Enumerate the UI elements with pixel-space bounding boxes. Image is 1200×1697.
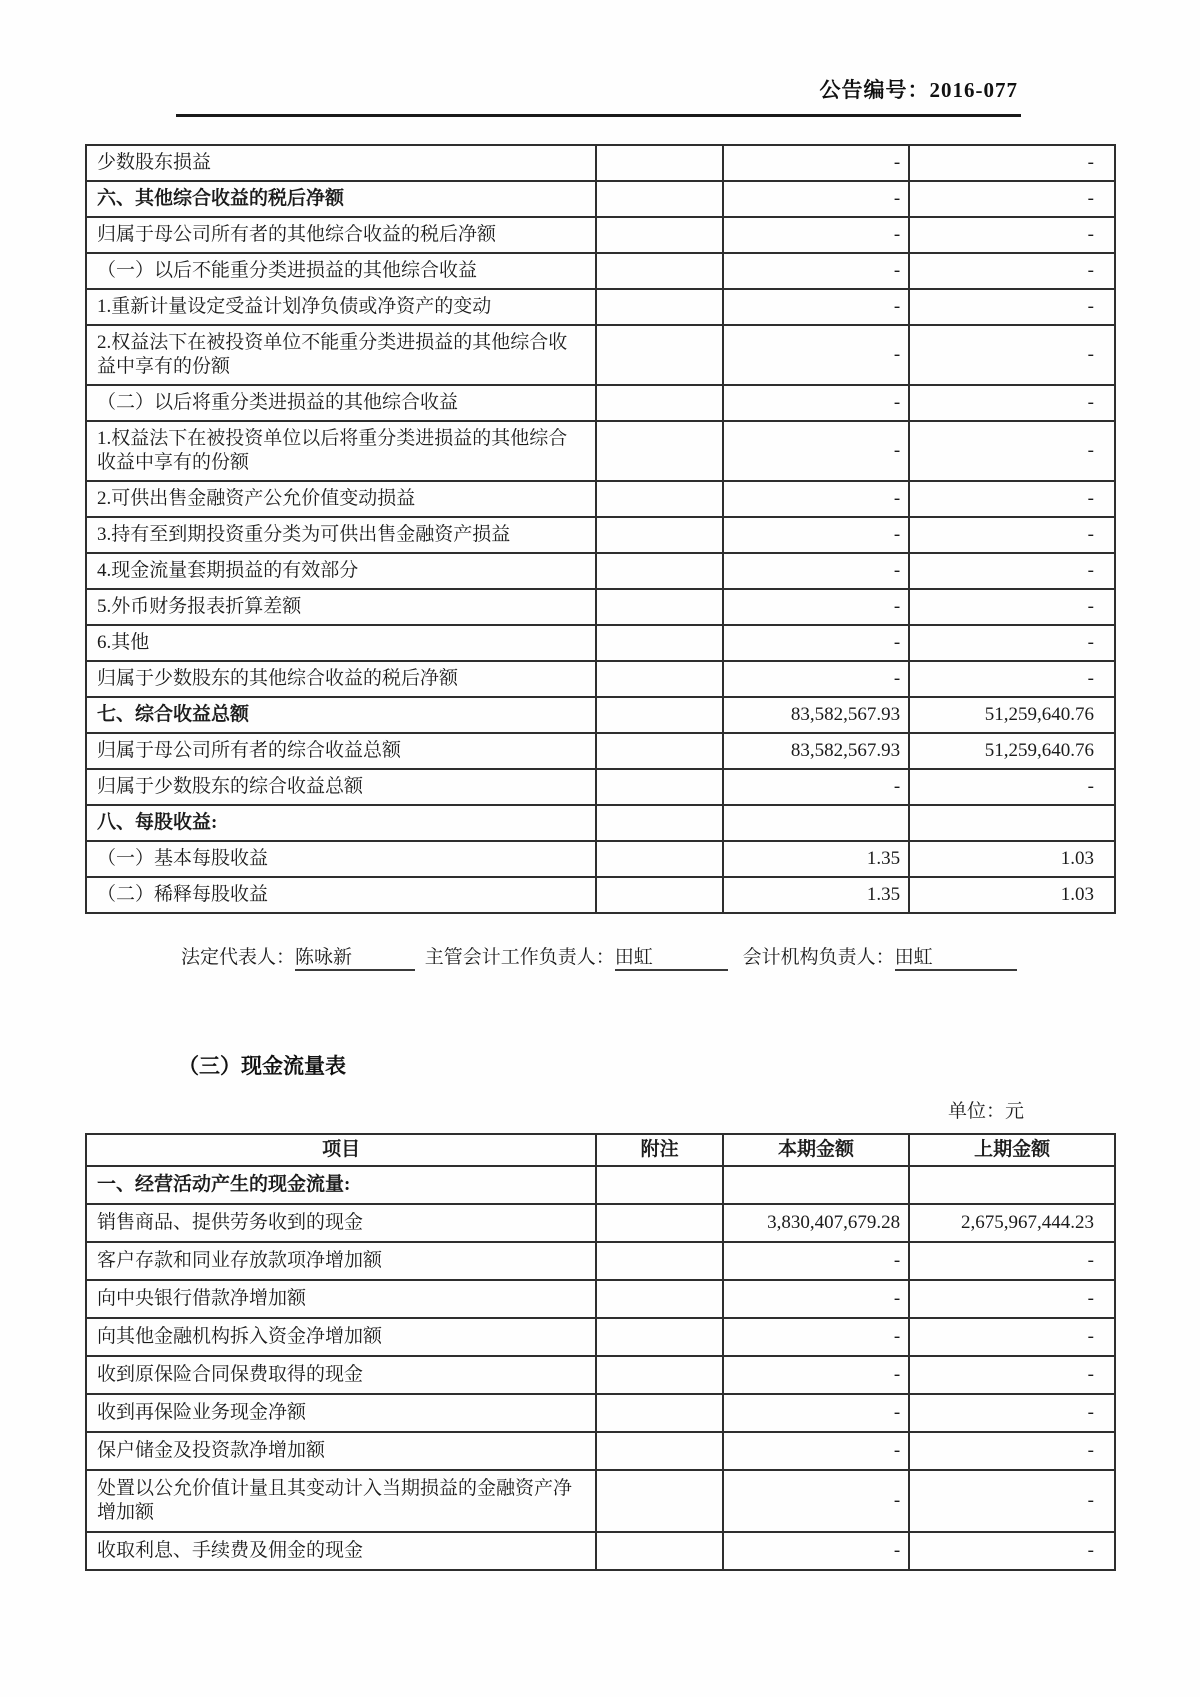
table-row: [86, 553, 1115, 589]
row-label-cell: 2.权益法下在被投资单位不能重分类进损益的其他综合收益中享有的份额: [86, 325, 596, 385]
prior-amount-cell: -: [909, 1242, 1115, 1280]
table-row: [86, 1242, 1115, 1280]
row-label-cell: 向中央银行借款净增加额: [86, 1280, 596, 1318]
row-label-cell: 少数股东损益: [86, 145, 596, 181]
table-row: [86, 1432, 1115, 1470]
prior-amount-cell: -: [909, 1394, 1115, 1432]
table-row: [86, 1280, 1115, 1318]
current-amount-cell: -: [723, 1470, 909, 1532]
row-label-cell: 5.外币财务报表折算差额: [86, 589, 596, 625]
prior-amount-cell: -: [909, 1280, 1115, 1318]
note-cell: [596, 253, 723, 289]
prior-amount-cell: -: [909, 1532, 1115, 1570]
row-label-cell: 6.其他: [86, 625, 596, 661]
note-cell: [596, 661, 723, 697]
accounting-dept-head-name: 田虹: [895, 947, 1017, 971]
table-row: [86, 877, 1115, 913]
note-cell: [596, 1166, 723, 1204]
current-amount-cell: [723, 1166, 909, 1204]
table-row: [86, 289, 1115, 325]
cashflow-table: [85, 1133, 1116, 1571]
table-row: [86, 697, 1115, 733]
note-cell: [596, 1532, 723, 1570]
table-row: [86, 1532, 1115, 1570]
note-cell: [596, 733, 723, 769]
current-amount-cell: -: [723, 1394, 909, 1432]
row-label-cell: 4.现金流量套期损益的有效部分: [86, 553, 596, 589]
current-amount-cell: -: [723, 625, 909, 661]
current-amount-cell: -: [723, 1356, 909, 1394]
row-label-cell: 销售商品、提供劳务收到的现金: [86, 1204, 596, 1242]
note-cell: [596, 769, 723, 805]
column-header-item: 项目: [86, 1134, 596, 1166]
row-label-cell: 归属于母公司所有者的其他综合收益的税后净额: [86, 217, 596, 253]
prior-amount-cell: 1.03: [909, 841, 1115, 877]
legal-representative: [181, 946, 415, 971]
current-amount-cell: -: [723, 325, 909, 385]
table-row: [86, 181, 1115, 217]
prior-amount-cell: -: [909, 625, 1115, 661]
signature-line: [181, 946, 1017, 971]
cashflow-table-header: [86, 1134, 1115, 1166]
table-row: [86, 625, 1115, 661]
prior-amount-cell: -: [909, 385, 1115, 421]
row-label-cell: 3.持有至到期投资重分类为可供出售金融资产损益: [86, 517, 596, 553]
note-cell: [596, 145, 723, 181]
header-row: [86, 1134, 1115, 1166]
current-amount-cell: -: [723, 289, 909, 325]
note-cell: [596, 1432, 723, 1470]
prior-amount-cell: -: [909, 1432, 1115, 1470]
prior-amount-cell: 51,259,640.76: [909, 733, 1115, 769]
prior-amount-cell: -: [909, 769, 1115, 805]
current-amount-cell: -: [723, 385, 909, 421]
table-row: [86, 385, 1115, 421]
table-row: [86, 1356, 1115, 1394]
row-label-cell: 处置以公允价值计量且其变动计入当期损益的金融资产净增加额: [86, 1470, 596, 1532]
current-amount-cell: -: [723, 1532, 909, 1570]
current-amount-cell: 3,830,407,679.28: [723, 1204, 909, 1242]
prior-amount-cell: -: [909, 481, 1115, 517]
note-cell: [596, 1318, 723, 1356]
current-amount-cell: -: [723, 481, 909, 517]
prior-amount-cell: -: [909, 553, 1115, 589]
table-row: [86, 145, 1115, 181]
current-amount-cell: -: [723, 1242, 909, 1280]
table-row: [86, 517, 1115, 553]
prior-amount-cell: -: [909, 1356, 1115, 1394]
unit-label: 单位：元: [948, 1101, 1025, 1122]
row-label-cell: 收到原保险合同保费取得的现金: [86, 1356, 596, 1394]
note-cell: [596, 841, 723, 877]
current-amount-cell: 83,582,567.93: [723, 733, 909, 769]
table-row: [86, 841, 1115, 877]
current-amount-cell: 83,582,567.93: [723, 697, 909, 733]
table-row: [86, 1318, 1115, 1356]
prior-amount-cell: [909, 805, 1115, 841]
current-amount-cell: -: [723, 661, 909, 697]
row-label-cell: （一）以后不能重分类进损益的其他综合收益: [86, 253, 596, 289]
current-amount-cell: -: [723, 217, 909, 253]
table-row: [86, 325, 1115, 385]
prior-amount-cell: [909, 1166, 1115, 1204]
table-row: [86, 1166, 1115, 1204]
row-label-cell: 一、经营活动产生的现金流量:: [86, 1166, 596, 1204]
accounting-head-name: 田虹: [615, 947, 728, 971]
income-statement-body: [86, 145, 1115, 913]
note-cell: [596, 325, 723, 385]
row-label-cell: 向其他金融机构拆入资金净增加额: [86, 1318, 596, 1356]
current-amount-cell: [723, 805, 909, 841]
current-amount-cell: -: [723, 253, 909, 289]
column-header-note: 附注: [596, 1134, 723, 1166]
current-amount-cell: 1.35: [723, 877, 909, 913]
table-row: [86, 421, 1115, 481]
table-row: [86, 217, 1115, 253]
prior-amount-cell: -: [909, 289, 1115, 325]
note-cell: [596, 805, 723, 841]
table-row: [86, 1204, 1115, 1242]
row-label-cell: 客户存款和同业存放款项净增加额: [86, 1242, 596, 1280]
row-label-cell: 八、每股收益:: [86, 805, 596, 841]
note-cell: [596, 181, 723, 217]
header-rule: [176, 114, 1021, 117]
row-label-cell: （二）以后将重分类进损益的其他综合收益: [86, 385, 596, 421]
note-cell: [596, 625, 723, 661]
row-label-cell: 1.权益法下在被投资单位以后将重分类进损益的其他综合收益中享有的份额: [86, 421, 596, 481]
table-row: [86, 769, 1115, 805]
table-row: [86, 661, 1115, 697]
note-cell: [596, 385, 723, 421]
current-amount-cell: -: [723, 769, 909, 805]
accounting-head: [425, 946, 728, 971]
row-label-cell: 归属于母公司所有者的综合收益总额: [86, 733, 596, 769]
accounting-dept-head: [743, 946, 1017, 971]
current-amount-cell: -: [723, 1318, 909, 1356]
prior-amount-cell: -: [909, 181, 1115, 217]
legal-representative-label: 法定代表人：: [181, 947, 296, 968]
note-cell: [596, 1394, 723, 1432]
prior-amount-cell: -: [909, 661, 1115, 697]
row-label-cell: 1.重新计量设定受益计划净负债或净资产的变动: [86, 289, 596, 325]
row-label-cell: （二）稀释每股收益: [86, 877, 596, 913]
current-amount-cell: -: [723, 145, 909, 181]
table-row: [86, 1470, 1115, 1532]
note-cell: [596, 289, 723, 325]
current-amount-cell: -: [723, 1280, 909, 1318]
accounting-head-label: 主管会计工作负责人：: [424, 947, 615, 968]
row-label-cell: 收到再保险业务现金净额: [86, 1394, 596, 1432]
prior-amount-cell: -: [909, 1318, 1115, 1356]
current-amount-cell: -: [723, 421, 909, 481]
row-label-cell: 六、其他综合收益的税后净额: [86, 181, 596, 217]
column-header-prior-amount: 上期金额: [909, 1134, 1115, 1166]
prior-amount-cell: -: [909, 145, 1115, 181]
legal-representative-name: 陈咏新: [295, 947, 415, 971]
current-amount-cell: -: [723, 589, 909, 625]
section-title: （三）现金流量表: [178, 1054, 346, 1078]
note-cell: [596, 553, 723, 589]
row-label-cell: 归属于少数股东的其他综合收益的税后净额: [86, 661, 596, 697]
note-cell: [596, 697, 723, 733]
announcement-number: 公告编号：2016-077: [819, 78, 1018, 102]
prior-amount-cell: -: [909, 325, 1115, 385]
current-amount-cell: -: [723, 553, 909, 589]
note-cell: [596, 421, 723, 481]
note-cell: [596, 1204, 723, 1242]
column-header-current-amount: 本期金额: [723, 1134, 909, 1166]
note-cell: [596, 877, 723, 913]
prior-amount-cell: 2,675,967,444.23: [909, 1204, 1115, 1242]
prior-amount-cell: -: [909, 589, 1115, 625]
row-label-cell: （一）基本每股收益: [86, 841, 596, 877]
note-cell: [596, 481, 723, 517]
note-cell: [596, 589, 723, 625]
table-row: [86, 589, 1115, 625]
note-cell: [596, 1470, 723, 1532]
prior-amount-cell: 1.03: [909, 877, 1115, 913]
table-row: [86, 481, 1115, 517]
row-label-cell: 2.可供出售金融资产公允价值变动损益: [86, 481, 596, 517]
prior-amount-cell: -: [909, 253, 1115, 289]
current-amount-cell: -: [723, 517, 909, 553]
note-cell: [596, 217, 723, 253]
current-amount-cell: 1.35: [723, 841, 909, 877]
prior-amount-cell: -: [909, 421, 1115, 481]
note-cell: [596, 1356, 723, 1394]
prior-amount-cell: 51,259,640.76: [909, 697, 1115, 733]
current-amount-cell: -: [723, 181, 909, 217]
cashflow-table-body: [86, 1166, 1115, 1570]
table-row: [86, 805, 1115, 841]
prior-amount-cell: -: [909, 517, 1115, 553]
note-cell: [596, 1242, 723, 1280]
table-row: [86, 733, 1115, 769]
note-cell: [596, 517, 723, 553]
table-row: [86, 253, 1115, 289]
prior-amount-cell: -: [909, 1470, 1115, 1532]
note-cell: [596, 1280, 723, 1318]
row-label-cell: 保户储金及投资款净增加额: [86, 1432, 596, 1470]
table-row: [86, 1394, 1115, 1432]
row-label-cell: 收取利息、手续费及佣金的现金: [86, 1532, 596, 1570]
row-label-cell: 七、综合收益总额: [86, 697, 596, 733]
accounting-dept-head-label: 会计机构负责人：: [742, 947, 895, 968]
prior-amount-cell: -: [909, 217, 1115, 253]
current-amount-cell: -: [723, 1432, 909, 1470]
row-label-cell: 归属于少数股东的综合收益总额: [86, 769, 596, 805]
income-statement-table: [85, 144, 1116, 914]
